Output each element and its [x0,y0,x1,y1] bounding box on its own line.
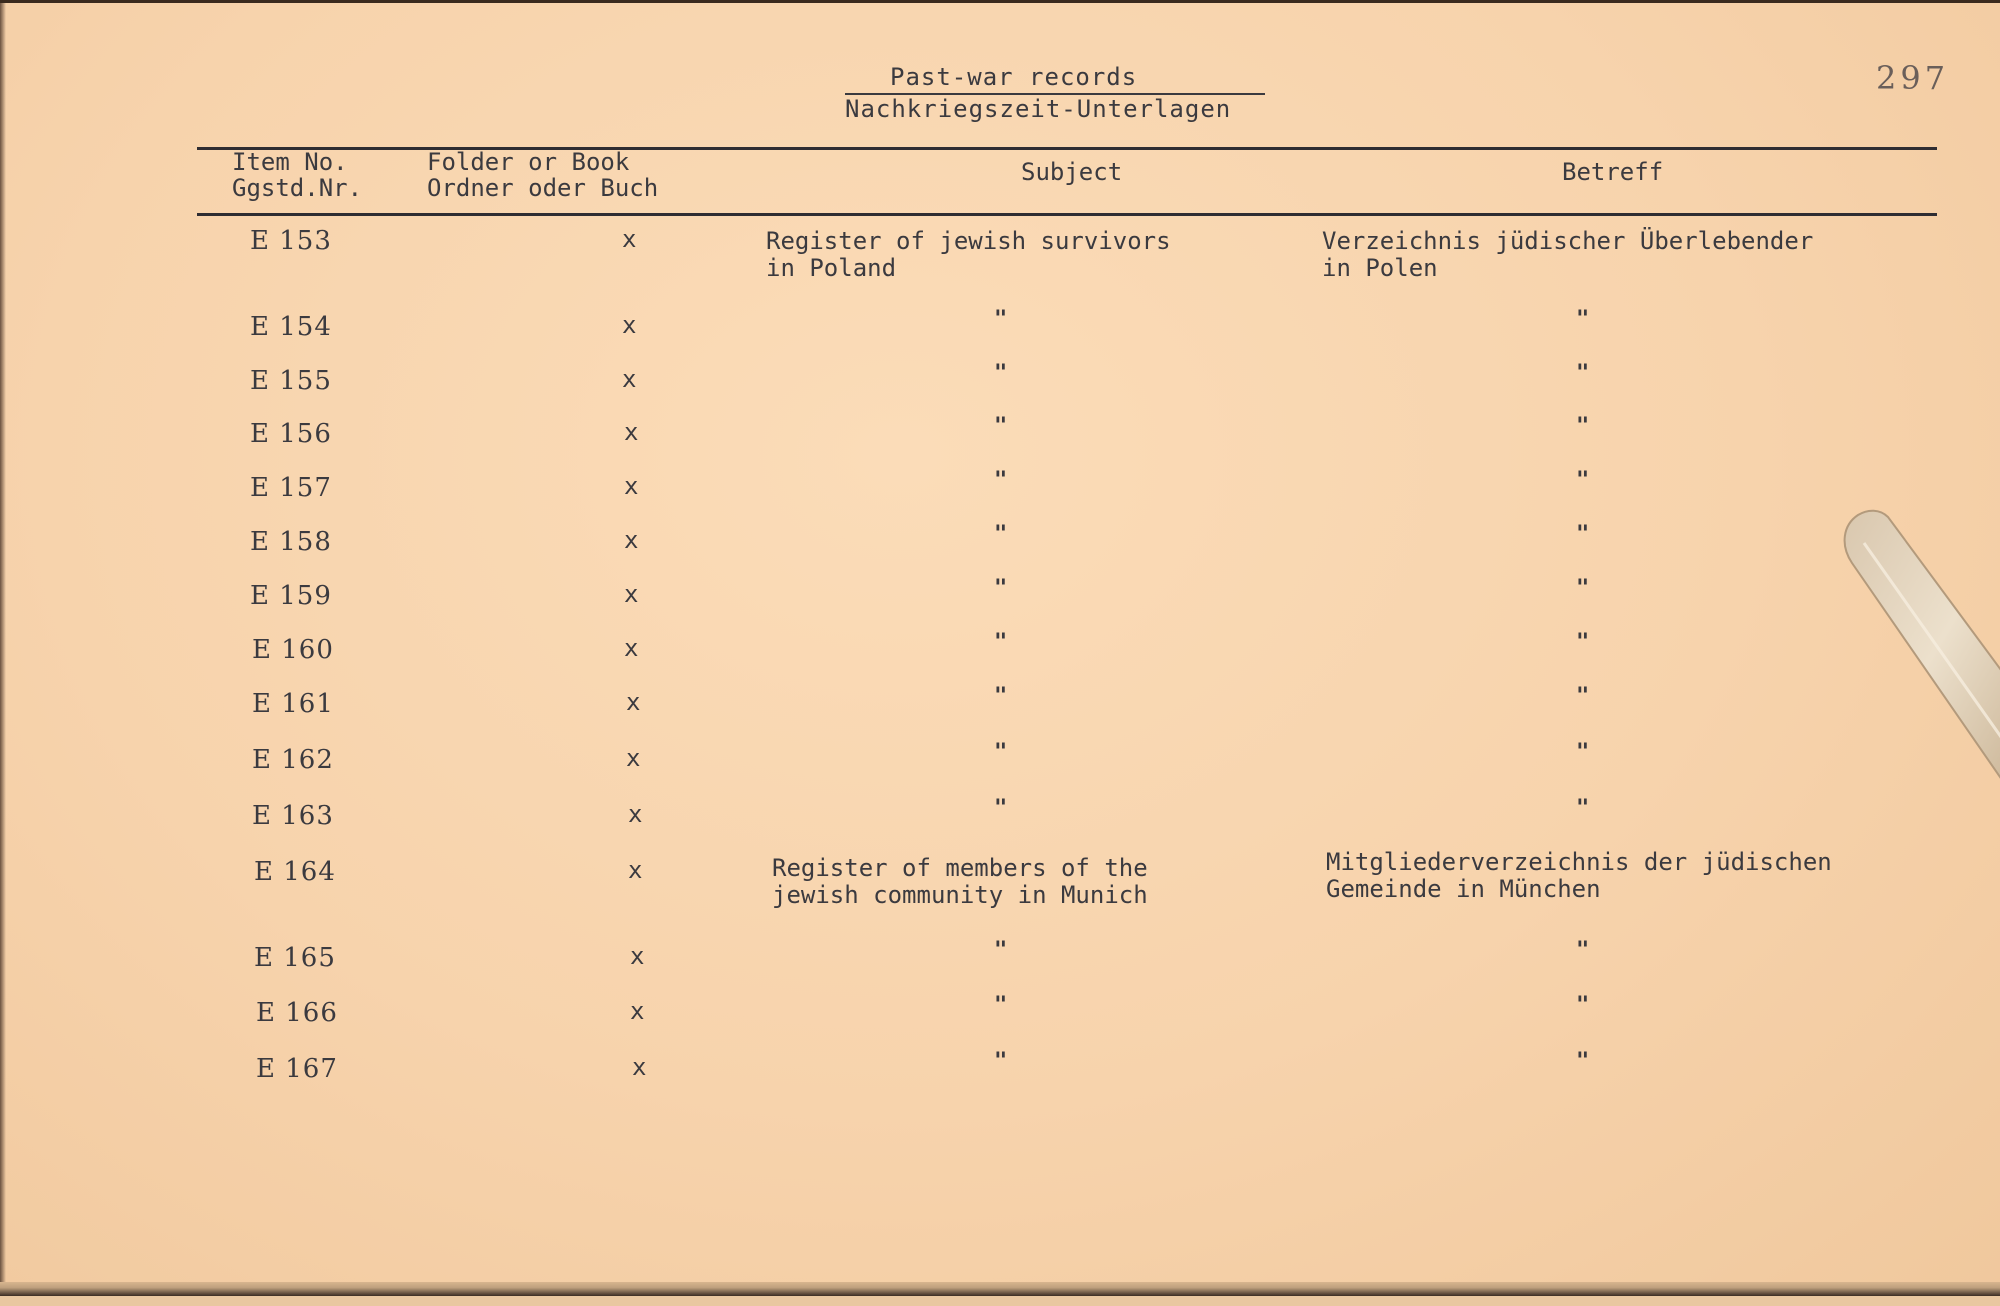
subject-text: jewish community in Munich [772,881,1148,909]
betreff-ditto: " [1576,684,1590,709]
folder-mark: x [624,418,639,446]
subject-ditto: " [994,796,1008,821]
subject-ditto: " [994,938,1008,963]
betreff-ditto: " [1576,1049,1590,1074]
folder-mark: x [632,1053,647,1081]
subject-ditto: " [994,361,1008,386]
folder-mark: x [630,997,645,1025]
betreff-ditto: " [1576,468,1590,493]
header-subject: Subject [1021,158,1123,186]
betreff-ditto: " [1576,938,1590,963]
item-number: E 156 [250,419,332,449]
subject-ditto: " [994,414,1008,439]
title-block [845,63,1265,123]
header-item-no-en: Item No. [232,148,348,176]
betreff-text: in Polen [1322,254,1438,282]
page-number: 297 [1876,59,1950,97]
subject-ditto: " [994,468,1008,493]
betreff-ditto: " [1576,630,1590,655]
folder-mark: x [624,634,639,662]
item-number: E 164 [254,857,336,887]
subject-ditto: " [994,522,1008,547]
item-number: E 154 [250,312,332,342]
folder-mark: x [626,744,641,772]
item-number: E 159 [250,581,332,611]
betreff-ditto: " [1576,414,1590,439]
folder-mark: x [622,225,637,253]
item-number: E 160 [252,635,334,665]
item-number: E 158 [250,527,332,557]
folder-mark: x [622,311,637,339]
item-number: E 165 [254,943,336,973]
betreff-ditto: " [1576,522,1590,547]
item-number: E 153 [250,226,332,256]
betreff-text: Verzeichnis jüdischer Überlebender [1322,227,1814,255]
folder-mark: x [628,856,643,884]
card-bottom-edge [0,1282,2000,1296]
subject-ditto: " [994,307,1008,332]
subject-text: Register of members of the [772,854,1148,882]
folder-mark: x [624,526,639,554]
subject-ditto: " [994,576,1008,601]
betreff-text: Gemeinde in München [1326,875,1601,903]
header-betreff: Betreff [1562,158,1664,186]
betreff-ditto: " [1576,576,1590,601]
subject-ditto: " [994,993,1008,1018]
betreff-ditto: " [1576,361,1590,386]
betreff-ditto: " [1576,740,1590,765]
betreff-text: Mitgliederverzeichnis der jüdischen [1326,848,1832,876]
subject-text: in Poland [766,254,897,282]
betreff-ditto: " [1576,307,1590,332]
header-item-no-de: Ggstd.Nr. [232,174,363,202]
title-german: Nachkriegszeit-Unterlagen [845,95,1232,123]
folder-mark: x [624,580,639,608]
item-number: E 162 [252,745,334,775]
subject-ditto: " [994,630,1008,655]
header-folder-en: Folder or Book [427,148,630,176]
item-number: E 157 [250,473,332,503]
subject-text: Register of jewish survivors [766,227,1171,255]
subject-ditto: " [994,740,1008,765]
title-english: Past-war records [890,63,1138,91]
item-number: E 166 [256,998,338,1028]
folder-mark: x [630,942,645,970]
item-number: E 163 [252,801,334,831]
tweezers-tip [1838,503,2000,813]
item-number: E 161 [252,689,334,719]
betreff-ditto: " [1576,796,1590,821]
folder-mark: x [628,800,643,828]
folder-mark: x [624,472,639,500]
item-number: E 167 [256,1054,338,1084]
betreff-ditto: " [1576,993,1590,1018]
item-number: E 155 [250,366,332,396]
subject-ditto: " [994,1049,1008,1074]
folder-mark: x [622,365,637,393]
subject-ditto: " [994,684,1008,709]
folder-mark: x [626,688,641,716]
header-folder-de: Ordner oder Buch [427,174,659,202]
header-bottom-rule [197,213,1937,216]
